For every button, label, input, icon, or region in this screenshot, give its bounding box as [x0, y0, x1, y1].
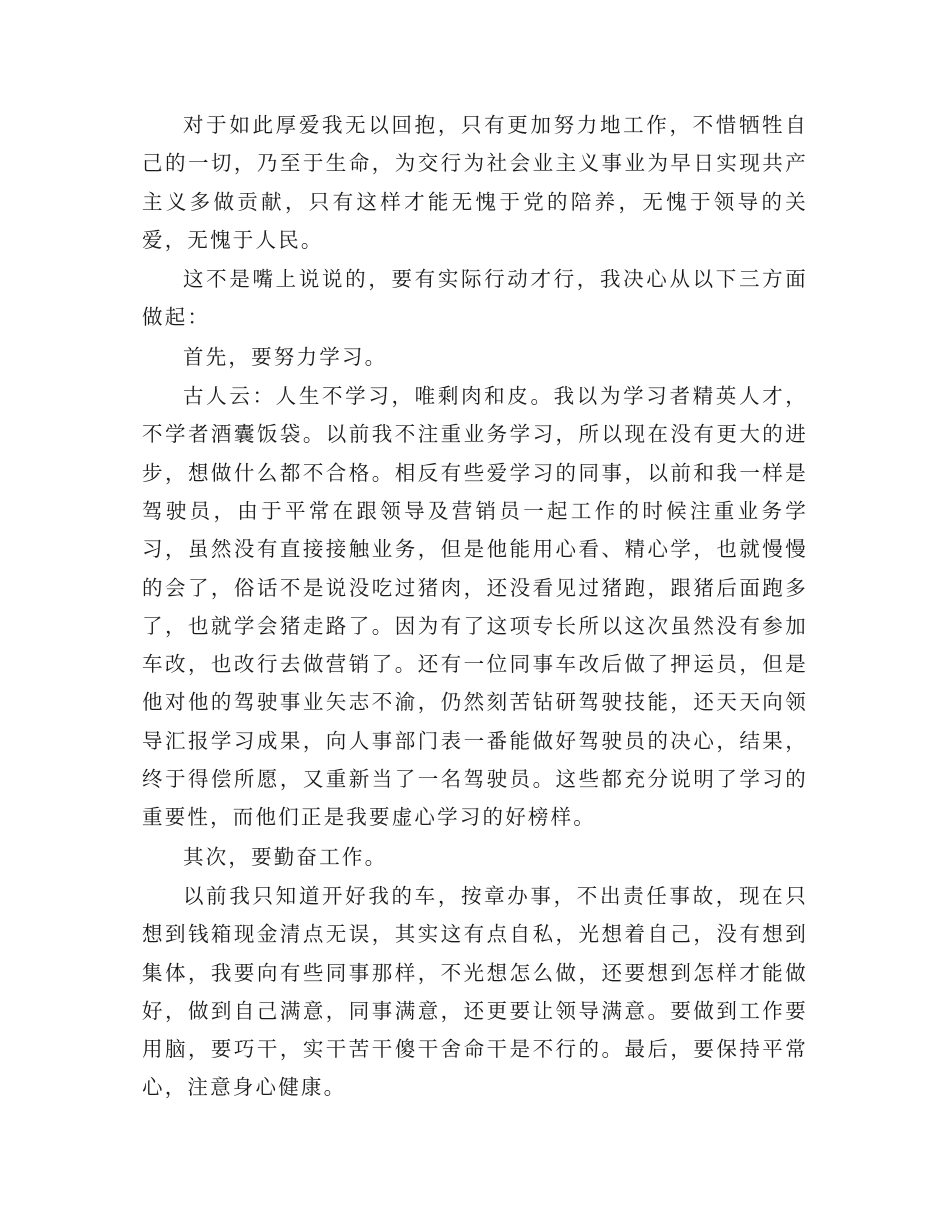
document-page: [142, 106, 808, 1107]
paragraph-heading-study: 首先，要努力学习。: [183, 344, 388, 369]
paragraph-gratitude: 对于如此厚爱我无以回抱，只有更加努力地工作，不惜牺牲自己的一切，乃至于生命，为交行为社会业主义事业为早日实现共产主义多做贡献，只有这样才能无愧于党的陪养，无愧于领导的关爱，无愧于人民。: [142, 113, 808, 252]
paragraph-heading-work: 其次，要勤奋工作。: [183, 844, 388, 869]
paragraph-resolution: 这不是嘴上说说的，要有实际行动才行，我决心从以下三方面做起：: [142, 267, 808, 330]
paragraph-work-detail: 以前我只知道开好我的车，按章办事，不出责任事故，现在只想到钱箱现金清点无误，其实这有点自私，光想着自己，没有想到集体，我要向有些同事那样，不光想怎么做，还要想到怎样才能做好，做到自己满意，同事满意，还更要让领导满意。要做到工作要用脑，要巧干，实干苦干傻干舍命干是不行的。最后，要保持平常心，注意身心健康。: [142, 883, 808, 1100]
paragraph-study-detail: 古人云：人生不学习，唯剩肉和皮。我以为学习者精英人才，不学者酒囊饭袋。以前我不注重业务学习，所以现在没有更大的进步，想做什么都不合格。相反有些爱学习的同事，以前和我一样是驾驶员，由于平常在跟领导及营销员一起工作的时候注重业务学习，虽然没有直接接触业务，但是他能用心看、精心学，也就慢慢的会了，俗话不是说没吃过猪肉，还没看见过猪跑，跟猪后面跑多了，也就学会猪走路了。因为有了这项专长所以这次虽然没有参加车改，也改行去做营销了。还有一位同事车改后做了押运员，但是他对他的驾驶事业矢志不渝，仍然刻苦钻研驾驶技能，还天天向领导汇报学习成果，向人事部门表一番能做好驾驶员的决心，结果，终于得偿所愿，又重新当了一名驾驶员。这些都充分说明了学习的重要性，而他们正是我要虚心学习的好榜样。: [142, 384, 808, 830]
